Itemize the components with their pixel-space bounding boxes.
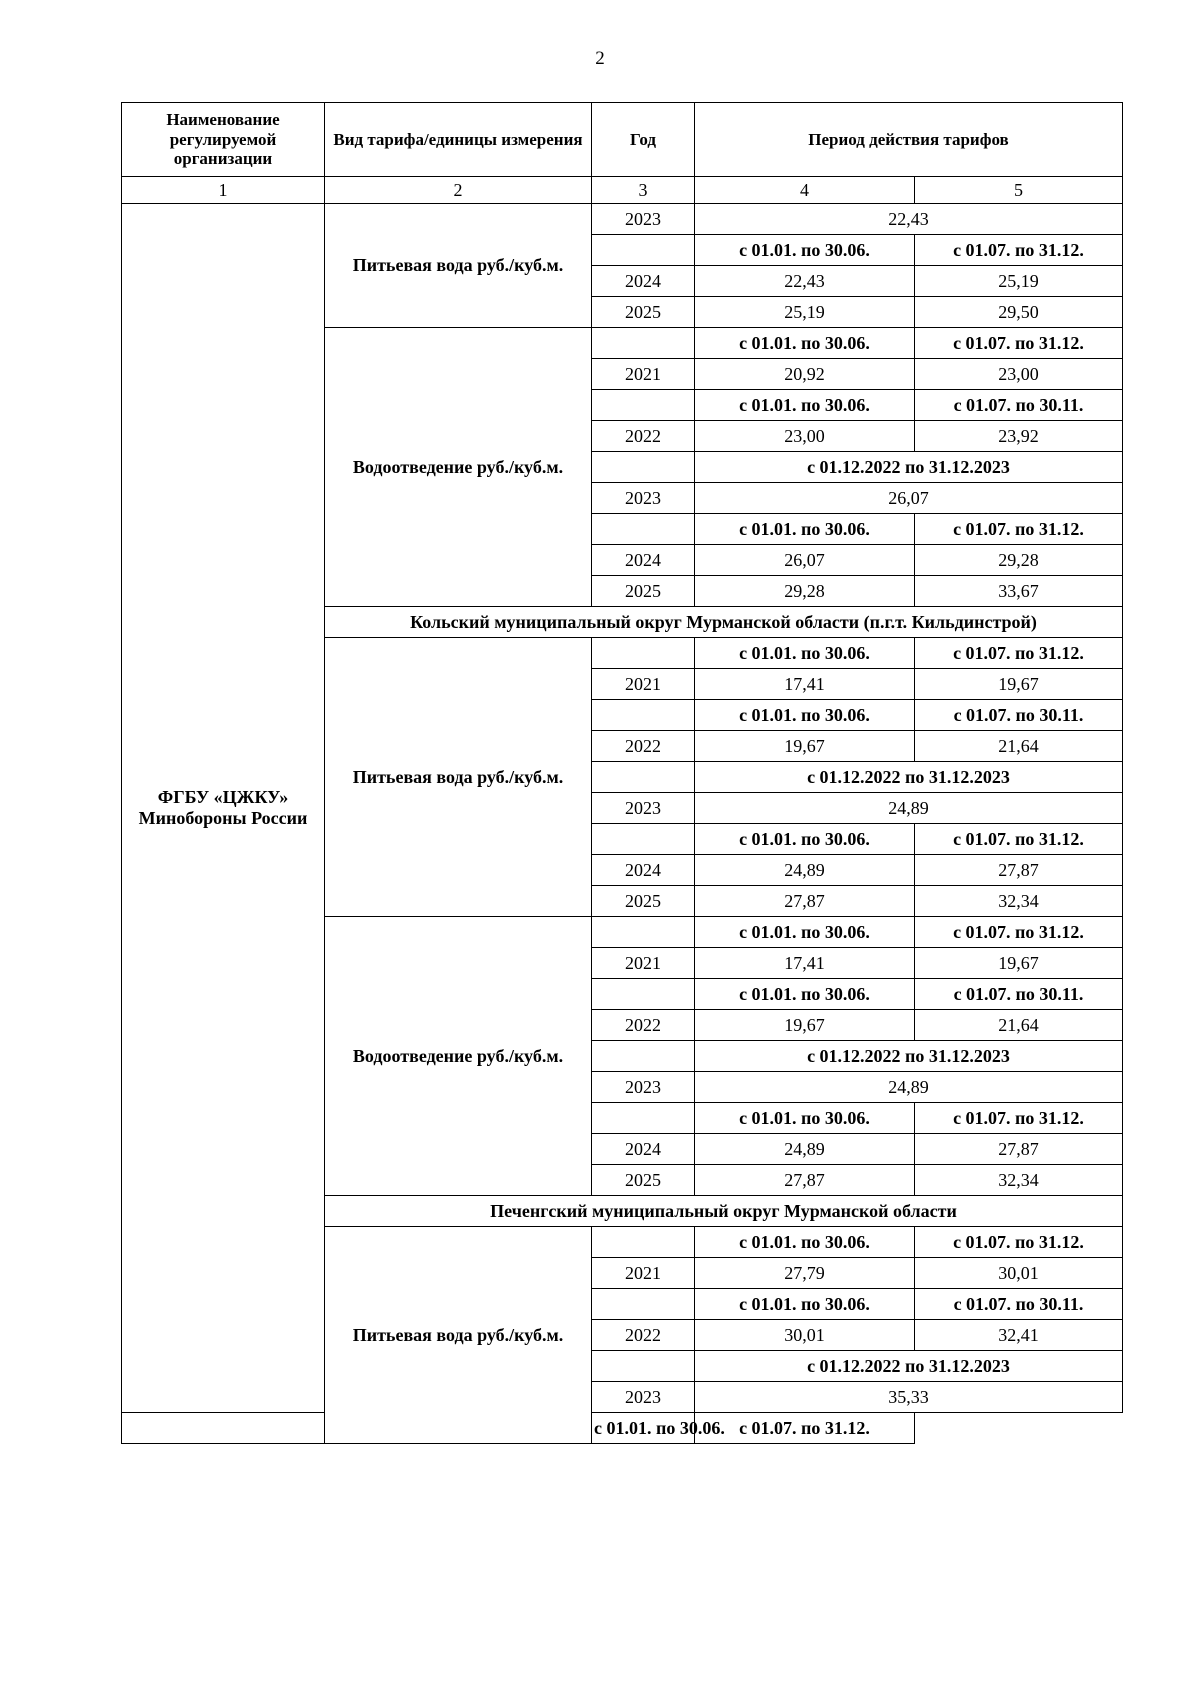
- period-label: с 01.01. по 30.06.: [695, 824, 915, 855]
- year-cell: 2021: [592, 1258, 695, 1289]
- table-row: [122, 204, 1123, 235]
- tariff-value: 32,34: [915, 886, 1123, 917]
- tariff-value: 27,87: [915, 855, 1123, 886]
- tariff-type-cell: Питьевая вода руб./куб.м.: [325, 1227, 592, 1444]
- header-year: Год: [592, 103, 695, 177]
- year-cell: 2021: [592, 669, 695, 700]
- period-label: с 01.01. по 30.06.: [695, 700, 915, 731]
- year-cell: 2021: [592, 359, 695, 390]
- tariff-value: 26,07: [695, 483, 1123, 514]
- period-label: с 01.01. по 30.06.: [695, 917, 915, 948]
- year-cell: [592, 1289, 695, 1320]
- period-label: с 01.12.2022 по 31.12.2023: [695, 1041, 1123, 1072]
- organization-name: ФГБУ «ЦЖКУ» Минобороны России: [122, 204, 325, 1413]
- page-number: 2: [595, 48, 605, 69]
- year-cell: [592, 1041, 695, 1072]
- year-cell: 2023: [592, 483, 695, 514]
- tariff-value: 24,89: [695, 793, 1123, 824]
- year-cell: [592, 1227, 695, 1258]
- period-label: с 01.12.2022 по 31.12.2023: [695, 452, 1123, 483]
- year-cell: [592, 917, 695, 948]
- tariff-value: 19,67: [915, 669, 1123, 700]
- year-cell: 2023: [592, 204, 695, 235]
- year-cell: 2022: [592, 421, 695, 452]
- year-cell: [592, 762, 695, 793]
- tariff-value: 29,28: [915, 545, 1123, 576]
- column-number-row: [122, 177, 1123, 204]
- period-label: с 01.07. по 30.11.: [915, 1289, 1123, 1320]
- year-cell: 2021: [592, 948, 695, 979]
- column-number: 1: [122, 177, 325, 204]
- tariff-value: 22,43: [695, 266, 915, 297]
- period-label: с 01.01. по 30.06.: [695, 638, 915, 669]
- period-label: с 01.01. по 30.06.: [695, 1103, 915, 1134]
- tariff-value: 29,28: [695, 576, 915, 607]
- period-label: с 01.07. по 30.11.: [915, 390, 1123, 421]
- year-cell: [592, 452, 695, 483]
- tariff-value: 25,19: [695, 297, 915, 328]
- year-cell: [592, 638, 695, 669]
- tariff-value: 30,01: [915, 1258, 1123, 1289]
- tariff-type-cell: Водоотведение руб./куб.м.: [325, 328, 592, 607]
- tariff-value: 19,67: [915, 948, 1123, 979]
- tariff-value: 30,01: [695, 1320, 915, 1351]
- year-cell: 2022: [592, 1320, 695, 1351]
- tariff-value: 20,92: [695, 359, 915, 390]
- year-cell: 2024: [592, 545, 695, 576]
- column-number: 5: [915, 177, 1123, 204]
- period-label: с 01.07. по 31.12.: [915, 1103, 1123, 1134]
- period-label: с 01.07. по 31.12.: [915, 824, 1123, 855]
- tariff-value: 33,67: [915, 576, 1123, 607]
- tariff-value: 22,43: [695, 204, 1123, 235]
- period-label: с 01.07. по 30.11.: [915, 700, 1123, 731]
- tariff-value: 21,64: [915, 731, 1123, 762]
- period-label: с 01.01. по 30.06.: [695, 1289, 915, 1320]
- period-label: с 01.07. по 31.12.: [915, 514, 1123, 545]
- year-cell: 2022: [592, 1010, 695, 1041]
- header-period: Период действия тарифов: [695, 103, 1123, 177]
- year-cell: 2023: [592, 793, 695, 824]
- year-cell: [592, 514, 695, 545]
- year-cell: 2023: [592, 1382, 695, 1413]
- period-label: с 01.01. по 30.06.: [695, 514, 915, 545]
- section-title-pechenga: Печенгский муниципальный округ Мурманской области: [325, 1196, 1123, 1227]
- year-cell: [592, 390, 695, 421]
- tariff-value: 17,41: [695, 948, 915, 979]
- period-label: с 01.07. по 31.12.: [695, 1413, 915, 1444]
- header-tariff-type: Вид тарифа/единицы измерения: [325, 103, 592, 177]
- tariff-value: 25,19: [915, 266, 1123, 297]
- year-cell: 2025: [592, 1165, 695, 1196]
- period-label: с 01.01. по 30.06.: [695, 979, 915, 1010]
- tariff-value: 29,50: [915, 297, 1123, 328]
- year-cell: 2025: [592, 886, 695, 917]
- tariff-value: 24,89: [695, 1134, 915, 1165]
- period-label: с 01.07. по 31.12.: [915, 328, 1123, 359]
- tariff-value: 17,41: [695, 669, 915, 700]
- tariff-value: 27,87: [695, 1165, 915, 1196]
- tariff-value: 23,00: [695, 421, 915, 452]
- period-label: с 01.12.2022 по 31.12.2023: [695, 762, 1123, 793]
- tariff-value: 23,92: [915, 421, 1123, 452]
- table-row: [122, 1413, 1123, 1444]
- tariff-value: 24,89: [695, 855, 915, 886]
- tariff-value: 32,34: [915, 1165, 1123, 1196]
- column-number: 4: [695, 177, 915, 204]
- column-number: 3: [592, 177, 695, 204]
- period-label: с 01.07. по 31.12.: [915, 235, 1123, 266]
- period-label: с 01.01. по 30.06.: [695, 390, 915, 421]
- period-label: с 01.07. по 30.11.: [915, 979, 1123, 1010]
- year-cell: [592, 328, 695, 359]
- year-cell: [592, 235, 695, 266]
- tariff-value: 35,33: [695, 1382, 1123, 1413]
- tariff-value: 27,87: [915, 1134, 1123, 1165]
- period-label: с 01.01. по 30.06.: [695, 1227, 915, 1258]
- tariff-value: 27,79: [695, 1258, 915, 1289]
- tariff-value: 24,89: [695, 1072, 1123, 1103]
- tariff-type-cell: Питьевая вода руб./куб.м.: [325, 638, 592, 917]
- year-cell: [592, 1103, 695, 1134]
- tariff-type-cell: Питьевая вода руб./куб.м.: [325, 204, 592, 328]
- period-label: с 01.07. по 31.12.: [915, 638, 1123, 669]
- period-label: с 01.01. по 30.06.: [695, 328, 915, 359]
- tariff-value: 21,64: [915, 1010, 1123, 1041]
- year-cell: 2023: [592, 1072, 695, 1103]
- tariff-value: 23,00: [915, 359, 1123, 390]
- year-cell: [592, 1351, 695, 1382]
- tariff-value: 27,87: [695, 886, 915, 917]
- year-cell: 2024: [592, 1134, 695, 1165]
- year-cell: [122, 1413, 325, 1444]
- header-row: [122, 103, 1123, 177]
- year-cell: [592, 979, 695, 1010]
- section-title-kola: Кольский муниципальный округ Мурманской области (п.г.т. Кильдинстрой): [325, 607, 1123, 638]
- tariff-value: 19,67: [695, 1010, 915, 1041]
- period-label: с 01.01. по 30.06.: [592, 1413, 695, 1444]
- year-cell: 2022: [592, 731, 695, 762]
- period-label: с 01.12.2022 по 31.12.2023: [695, 1351, 1123, 1382]
- year-cell: 2025: [592, 297, 695, 328]
- tariff-value: 26,07: [695, 545, 915, 576]
- column-number: 2: [325, 177, 592, 204]
- year-cell: [592, 700, 695, 731]
- year-cell: 2025: [592, 576, 695, 607]
- period-label: с 01.07. по 31.12.: [915, 1227, 1123, 1258]
- period-label: с 01.07. по 31.12.: [915, 917, 1123, 948]
- year-cell: [592, 824, 695, 855]
- tariff-type-cell: Водоотведение руб./куб.м.: [325, 917, 592, 1196]
- tariff-value: 32,41: [915, 1320, 1123, 1351]
- period-label: с 01.01. по 30.06.: [695, 235, 915, 266]
- tariff-table: [121, 102, 1123, 1444]
- header-org: Наименование регулируемой организации: [122, 103, 325, 177]
- year-cell: 2024: [592, 855, 695, 886]
- year-cell: 2024: [592, 266, 695, 297]
- tariff-value: 19,67: [695, 731, 915, 762]
